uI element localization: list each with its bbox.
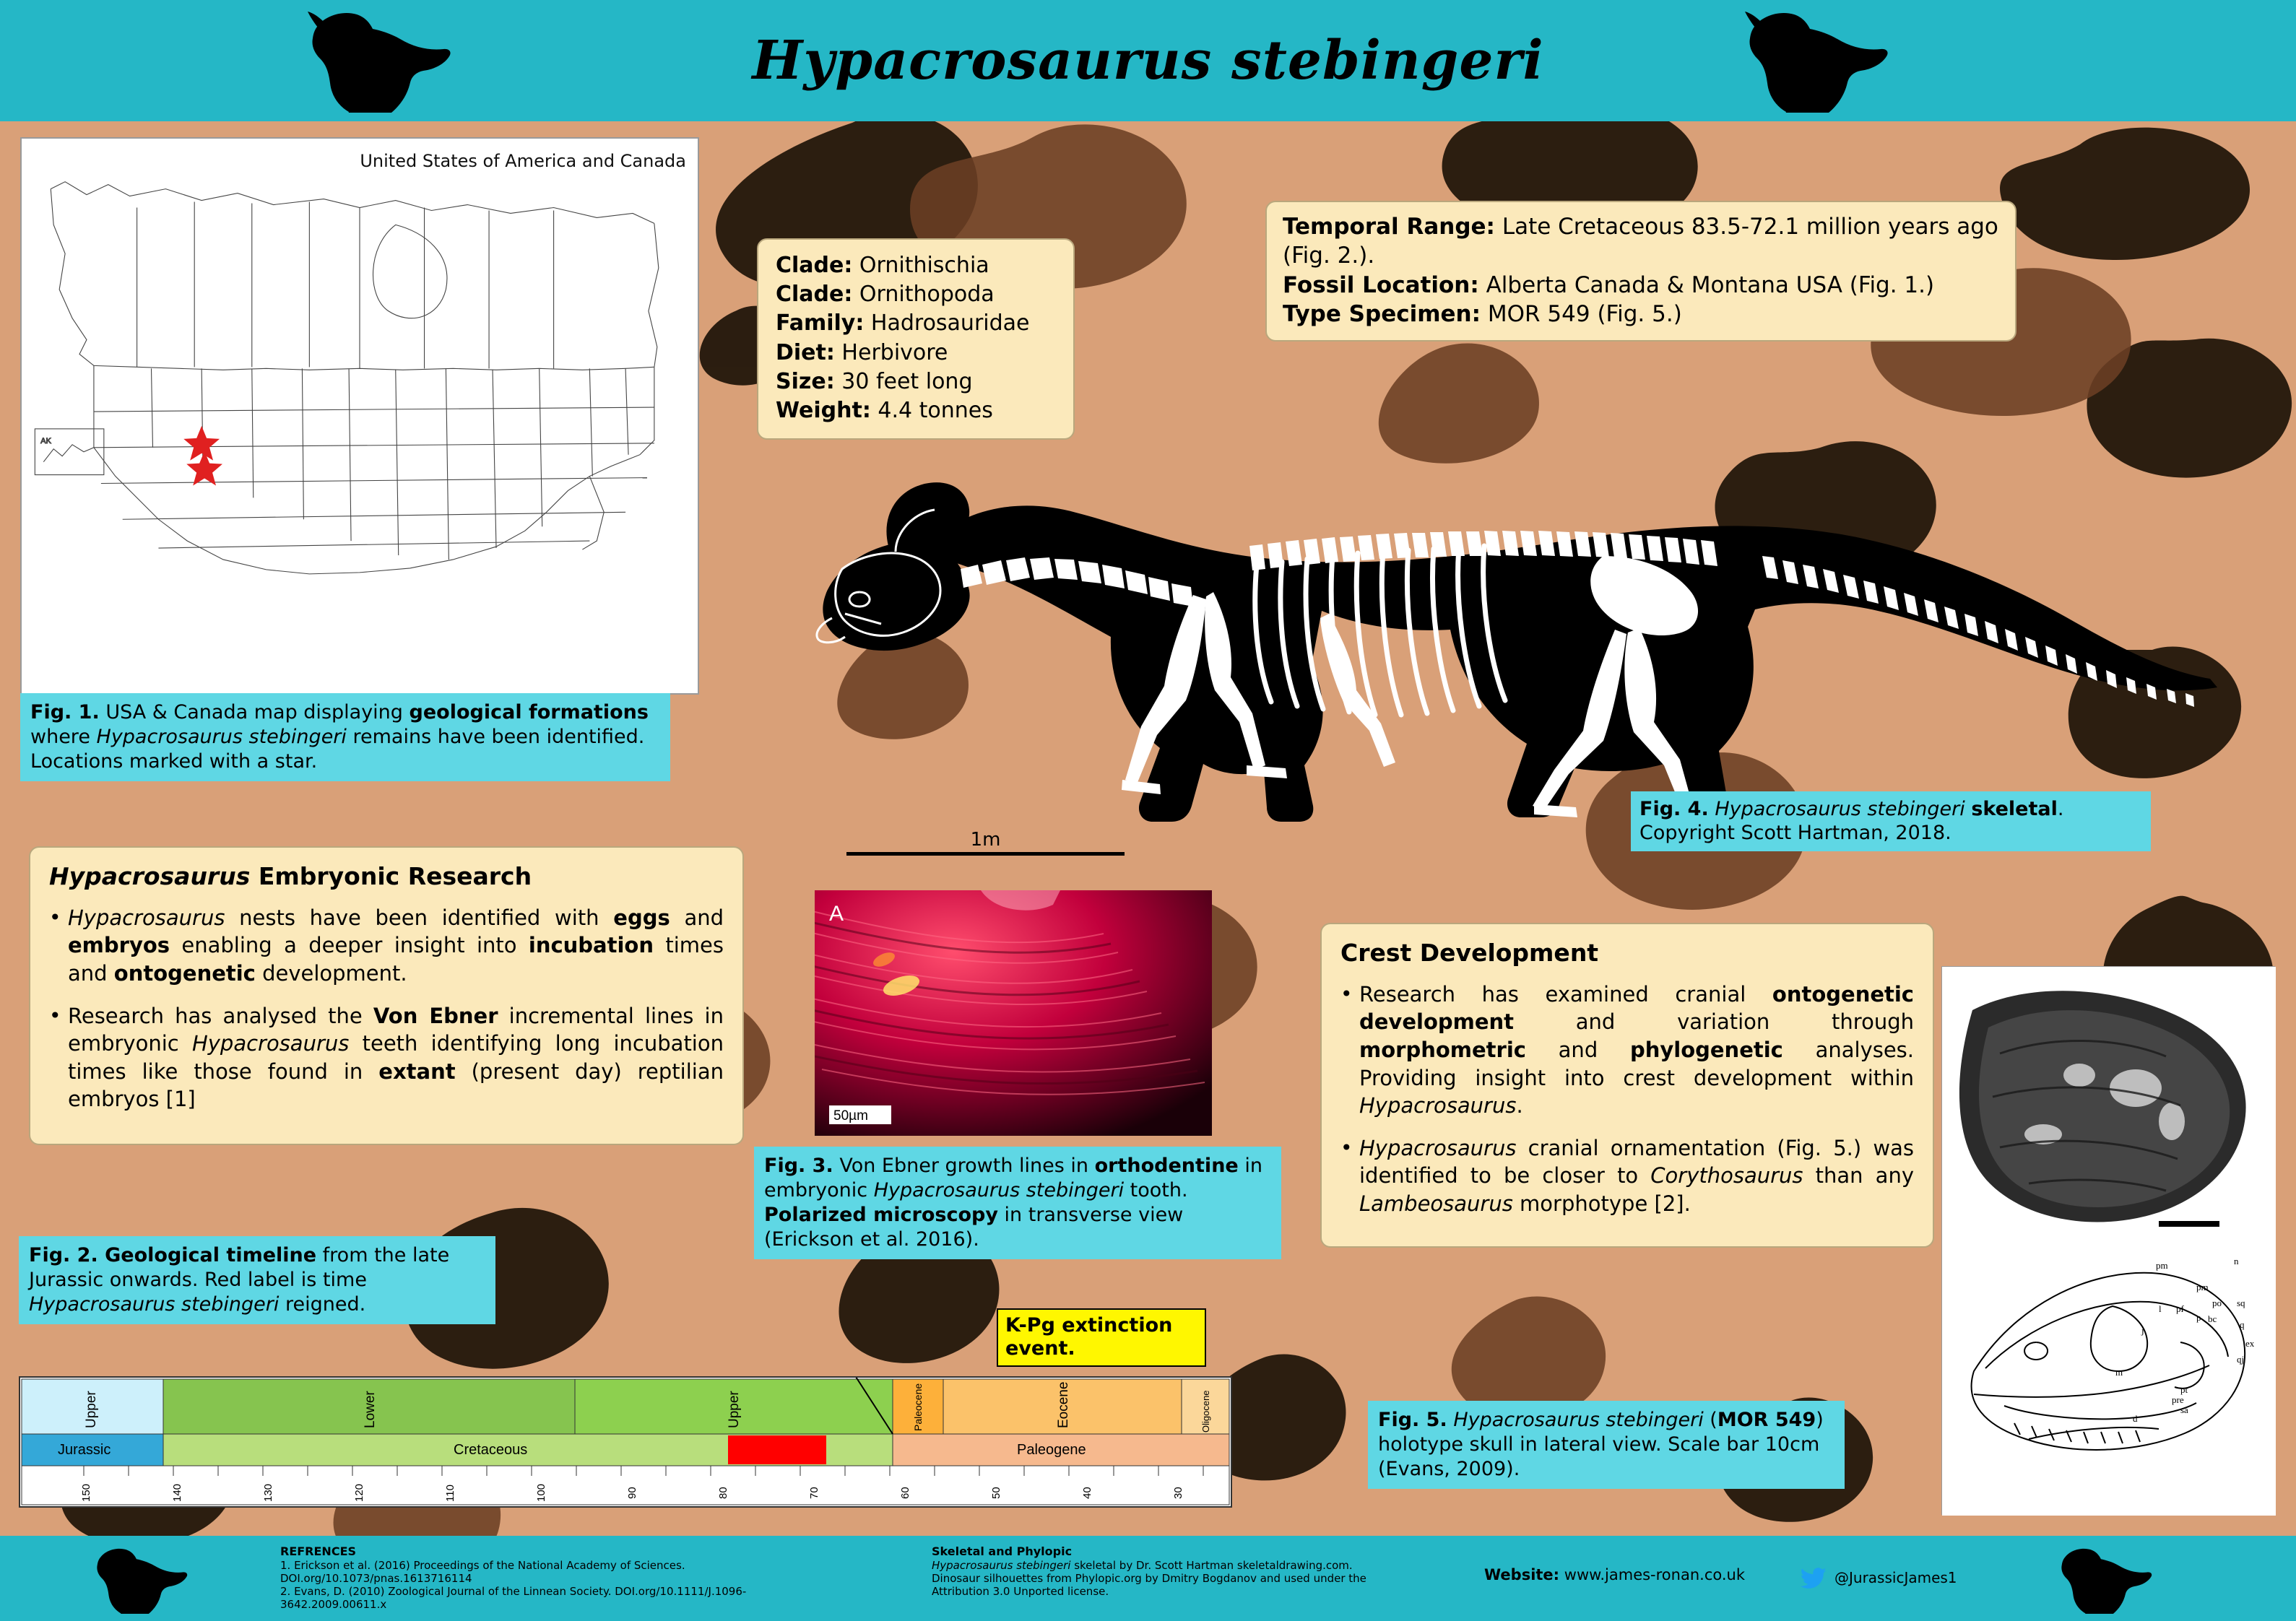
svg-text:70: 70	[808, 1487, 820, 1499]
taxonomy-row-value: Ornithopoda	[859, 282, 995, 308]
svg-text:d: d	[2133, 1413, 2138, 1424]
taxonomy-row-label: Clade:	[776, 282, 853, 308]
kpg-extinction-label	[997, 1308, 1206, 1367]
svg-text:110: 110	[444, 1485, 456, 1502]
reference-item: 2. Evans, D. (2010) Zoological Journal of the Linnean Society. DOI.org/10.1111/J.1096-3642.2009.00611.x	[280, 1585, 747, 1612]
svg-text:ex: ex	[2245, 1338, 2255, 1349]
svg-text:pm: pm	[2196, 1282, 2209, 1292]
svg-text:Eocene: Eocene	[1056, 1381, 1071, 1428]
figure-5-caption-prefix: Fig. 5.	[1378, 1409, 1447, 1431]
embryonic-research-box	[29, 846, 744, 1145]
timeline-lower-row	[22, 1434, 1229, 1466]
svg-text:80: 80	[717, 1487, 729, 1499]
svg-text:120: 120	[353, 1483, 365, 1502]
temporal-range-box	[1265, 201, 2016, 342]
figure-3-caption	[754, 1147, 1281, 1259]
figure-3-panel-letter: A	[829, 902, 844, 926]
figure-2-caption-text: from the late Jurassic onwards. Red label is time Hypacrosaurus stebingeri reigned.	[29, 1244, 450, 1316]
dinosaur-silhouette-icon	[72, 1543, 195, 1614]
taxonomy-row	[776, 251, 1059, 280]
taxonomy-row-value: Herbivore	[841, 339, 948, 365]
taxonomy-row	[776, 309, 1059, 338]
crest-development-bullet	[1340, 981, 1914, 1120]
dinosaur-silhouette-icon	[2037, 1543, 2159, 1614]
figure-3-caption-text: Von Ebner growth lines in orthodentine in embryonic Hypacrosaurus stebingeri tooth. Polarized microscopy in transverse view (Erickson et al. 2016).	[764, 1155, 1262, 1251]
taxonomy-row-value: Ornithischia	[859, 253, 989, 278]
svg-text:m: m	[2115, 1367, 2123, 1378]
svg-text:Jurassic: Jurassic	[58, 1442, 111, 1458]
timeline-upper-row	[22, 1379, 1229, 1434]
temporal-row-label: Temporal Range:	[1283, 214, 1495, 240]
svg-text:po: po	[2212, 1298, 2222, 1308]
figure-5-caption-text: Hypacrosaurus stebingeri (MOR 549) holotype skull in lateral view. Scale bar 10cm (Evans, 2009).	[1378, 1409, 1824, 1481]
crest-development-title: Crest Development	[1340, 939, 1599, 967]
svg-text:AK: AK	[40, 436, 51, 446]
timeline-axis	[22, 1466, 1229, 1505]
bullet-marker: •	[1340, 1135, 1353, 1160]
temporal-row	[1283, 271, 1999, 300]
svg-text:l: l	[2159, 1303, 2162, 1314]
temporal-row-label: Type Specimen:	[1283, 300, 1481, 327]
svg-text:q: q	[2240, 1319, 2245, 1330]
svg-text:qj: qj	[2237, 1354, 2245, 1365]
figure-1-caption-prefix: Fig. 1.	[30, 701, 100, 723]
svg-text:90: 90	[626, 1487, 638, 1499]
svg-text:bc: bc	[2208, 1313, 2217, 1324]
poster-header	[0, 0, 2296, 121]
bullet-text: Research has examined cranial ontogenetic development and variation through morphometric and phylogenetic analyses. Providing insight into crest development within Hypacrosaurus.	[1359, 981, 1915, 1118]
figure-2-caption-prefix: Fig. 2. Geological timeline	[29, 1244, 317, 1266]
svg-text:50: 50	[990, 1487, 1002, 1499]
holotype-skull-photo-and-diagram	[1942, 967, 2276, 1516]
figure-1-caption-text: USA & Canada map displaying geological formations where Hypacrosaurus stebingeri remains have been identified. Locations marked with a star.	[30, 701, 649, 773]
poster-footer	[0, 1536, 2296, 1621]
crest-development-box	[1320, 923, 1934, 1248]
polarized-microscopy-image	[815, 890, 1212, 1136]
svg-text:130: 130	[262, 1483, 274, 1502]
taxonomy-row-label: Weight:	[776, 397, 871, 423]
figure-3-scale-label: 50µm	[833, 1108, 868, 1124]
references-block	[280, 1544, 800, 1612]
svg-text:Paleocene: Paleocene	[912, 1383, 924, 1431]
figure-5-skull-images	[1941, 966, 2275, 1515]
figure-5-caption	[1368, 1401, 1845, 1489]
taxonomy-row-value: Hadrosauridae	[870, 310, 1030, 336]
bullet-text: Hypacrosaurus cranial ornamentation (Fig. 5.) was identified to be closer to Corythosaurus than any Lambeosaurus morphotype [2].	[1359, 1135, 1914, 1216]
temporal-row-value: Alberta Canada & Montana USA (Fig. 1.)	[1486, 271, 1935, 298]
figure-4-caption-text: Hypacrosaurus stebingeri skeletal. Copyright Scott Hartman, 2018.	[1639, 798, 2064, 845]
taxonomy-row-label: Family:	[776, 310, 865, 336]
svg-text:Upper: Upper	[84, 1391, 99, 1428]
svg-text:Upper: Upper	[727, 1391, 742, 1428]
embryonic-research-bullet	[49, 904, 724, 988]
figure-2-geological-timeline	[19, 1376, 1232, 1508]
figure-4-caption-prefix: Fig. 4.	[1639, 798, 1709, 820]
taxonomy-row	[776, 280, 1059, 309]
svg-text:pre: pre	[2172, 1394, 2184, 1405]
temporal-row	[1283, 212, 1999, 271]
page-title: Hypacrosaurus stebingeri	[752, 30, 1544, 92]
svg-text:j: j	[2141, 1325, 2144, 1336]
svg-text:Cretaceous: Cretaceous	[454, 1442, 528, 1458]
taxonomy-row-value: 30 feet long	[841, 368, 973, 394]
scale-bar-line	[846, 852, 1125, 856]
svg-text:30: 30	[1172, 1487, 1184, 1499]
svg-text:100: 100	[535, 1483, 547, 1502]
bullet-marker: •	[49, 1003, 61, 1027]
svg-text:sa: sa	[2180, 1404, 2188, 1415]
svg-text:40: 40	[1081, 1487, 1093, 1499]
figure-3-caption-prefix: Fig. 3.	[764, 1155, 833, 1177]
svg-text:140: 140	[171, 1483, 183, 1502]
figure-1-caption	[20, 693, 670, 781]
taxonomy-row-label: Clade:	[776, 253, 853, 278]
crest-development-bullet	[1340, 1134, 1914, 1218]
embryonic-research-bullet	[49, 1002, 724, 1113]
taxonomy-row-label: Size:	[776, 368, 835, 394]
map-region-label: United States of America and Canada	[360, 151, 686, 171]
geological-timescale-chart	[20, 1378, 1231, 1506]
bullet-marker: •	[49, 905, 61, 929]
temporal-row-label: Fossil Location:	[1283, 271, 1479, 298]
figure-4-skeletal-reconstruction	[751, 375, 2239, 852]
svg-text:Lower: Lower	[363, 1391, 378, 1428]
svg-text:60: 60	[899, 1487, 911, 1499]
taxonomy-row-label: Diet:	[776, 339, 835, 365]
figure-3-micrograph	[815, 890, 1212, 1136]
svg-text:Paleogene: Paleogene	[1017, 1442, 1086, 1458]
references-heading: REFRENCES	[280, 1544, 357, 1558]
credit-item: Dinosaur silhouettes from Phylopic.org by Dmitry Bogdanov and used under the Attribution 3.0 Unported license.	[932, 1571, 1366, 1599]
figure-1-map	[20, 137, 699, 695]
bullet-marker: •	[1340, 981, 1353, 1006]
kpg-extinction-text: K-Pg extinction event.	[1005, 1314, 1173, 1360]
svg-text:pm: pm	[2156, 1260, 2168, 1271]
svg-text:p: p	[2196, 1312, 2201, 1323]
svg-text:150: 150	[80, 1483, 92, 1502]
twitter-bird-icon[interactable]	[1798, 1565, 1829, 1592]
credit-item: Hypacrosaurus stebingeri skeletal by Dr. Scott Hartman skeletaldrawing.com.	[932, 1558, 1353, 1572]
figure-4-caption	[1631, 791, 2151, 851]
north-america-outline-map	[22, 139, 698, 693]
taxonomy-row-value: 4.4 tonnes	[878, 397, 993, 423]
credits-block	[932, 1544, 1423, 1598]
scale-bar-line	[2159, 1221, 2219, 1227]
svg-text:pt: pt	[2180, 1384, 2188, 1395]
svg-text:pf: pf	[2176, 1303, 2184, 1314]
credits-heading: Skeletal and Phylopic	[932, 1544, 1073, 1558]
website-url[interactable]: www.james-ronan.co.uk	[1564, 1566, 1745, 1583]
taxonomy-row	[776, 339, 1059, 368]
skeletal-scale-bar	[846, 829, 1125, 856]
svg-text:sq: sq	[2237, 1298, 2245, 1308]
bullet-text: Hypacrosaurus nests have been identified with eggs and embryos enabling a deeper insight into incubation times and ontogenetic development.	[68, 905, 724, 986]
figure-2-caption	[19, 1236, 495, 1324]
twitter-handle[interactable]: @JurassicJames1	[1834, 1569, 1957, 1586]
temporal-row-value: Late Cretaceous 83.5-72.1 million years ago (Fig. 2.).	[1283, 214, 1998, 269]
website-label: Website:	[1484, 1566, 1560, 1583]
dinosaur-silhouette-icon	[1712, 4, 1899, 113]
bullet-text: Research has analysed the Von Ebner incremental lines in embryonic Hypacrosaurus teeth identifying long incubation times like those found in extant (present day) reptilian embryos [1]	[68, 1003, 724, 1112]
temporal-row	[1283, 300, 1999, 329]
svg-text:Oligocene: Oligocene	[1200, 1390, 1211, 1433]
temporal-row-value: MOR 549 (Fig. 5.)	[1487, 300, 1682, 327]
website-block[interactable]	[1484, 1566, 1745, 1585]
scale-bar-label: 1m	[970, 829, 1001, 851]
reference-item: 1. Erickson et al. (2016) Proceedings of the National Academy of Sciences. DOI.org/10.1073/pnas.1613716114	[280, 1558, 685, 1585]
hypacrosaurus-reign-band	[728, 1435, 826, 1464]
svg-text:n: n	[2234, 1256, 2239, 1266]
embryonic-research-title: Hypacrosaurus Embryonic Research	[49, 862, 532, 890]
